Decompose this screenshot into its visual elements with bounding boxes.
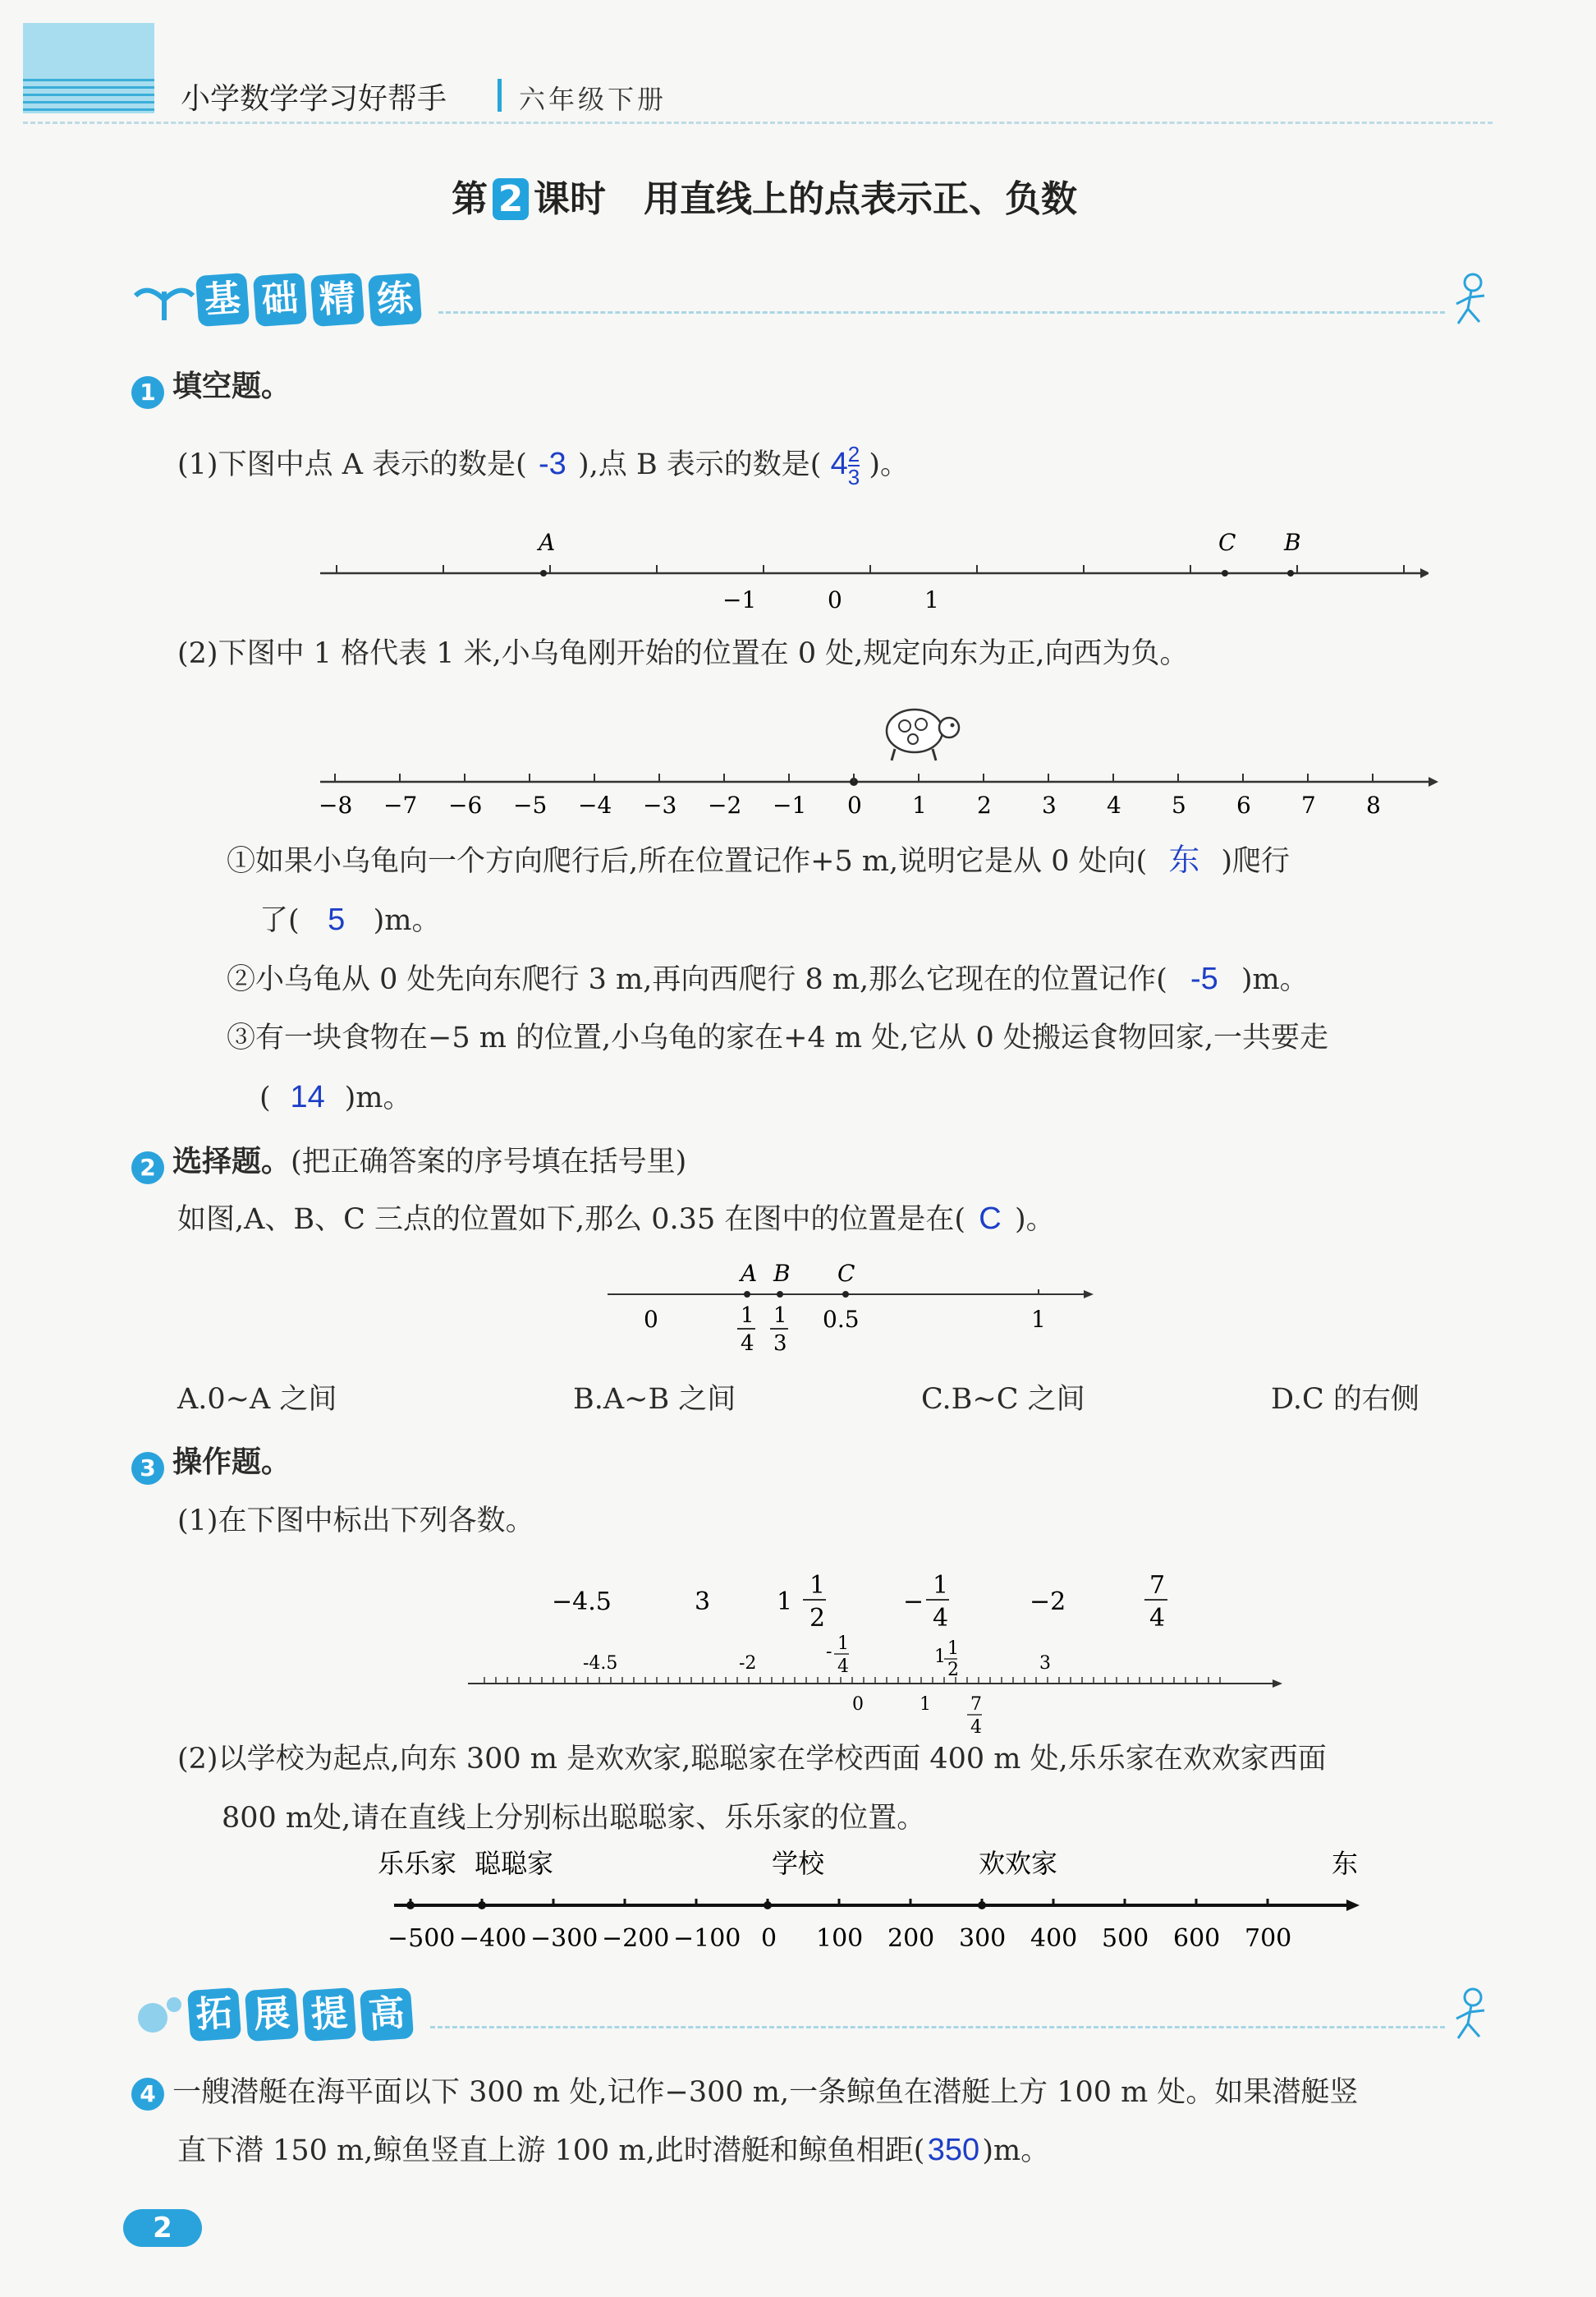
frac-a-den: 4	[741, 1331, 754, 1356]
number-line-5	[369, 1840, 1371, 1963]
q1-p1-text-c: )。	[869, 448, 910, 482]
point-c	[842, 1291, 849, 1298]
q1-s1-text-b: )爬行	[1221, 845, 1290, 878]
number-line-3	[599, 1256, 1108, 1363]
lesson-number: 2	[493, 178, 529, 220]
q1-s2-text: ②小乌龟从 0 处先向东爬行 3 m,再向西爬行 8 m,那么它现在的位置记作(	[227, 963, 1167, 996]
tick-label: −100	[673, 1924, 741, 1953]
given-numbers	[552, 1571, 1167, 1633]
q1-s3-text-b: (	[259, 1082, 271, 1114]
q4-line2	[177, 2130, 1049, 2171]
mark-neg-quarter-num: 1	[837, 1633, 849, 1654]
q1-s1-text: ①如果小乌龟向一个方向爬行后,所在位置记作+5 m,说明它是从 0 处向(	[227, 845, 1148, 878]
tick-group	[319, 774, 1381, 819]
num-1-half-num: 1	[809, 1571, 826, 1600]
tick-label: 0	[847, 792, 862, 819]
q3-heading	[131, 1439, 291, 1485]
section-divider	[430, 2026, 1445, 2028]
section-char: 提	[302, 1987, 356, 2042]
point-a	[540, 570, 547, 577]
option-d[interactable]: D.C 的右侧	[1271, 1383, 1419, 1416]
arrow-head	[1346, 1900, 1360, 1911]
tick-label: 8	[1366, 792, 1381, 819]
runner-icon	[1445, 271, 1494, 328]
tick-label: 100	[816, 1924, 864, 1953]
answer-position: -5	[1190, 962, 1218, 996]
label-b: B	[1284, 529, 1301, 556]
header-separator	[498, 79, 502, 112]
mark-one: 1	[920, 1694, 931, 1715]
arrow-head	[1420, 568, 1429, 578]
tick-label: 500	[1102, 1924, 1149, 1953]
sprout-icon	[131, 275, 197, 324]
lesson-name: 用直线上的点表示正、负数	[643, 178, 1077, 220]
frac-a-num: 1	[741, 1303, 754, 1328]
tick-label: −6	[448, 792, 483, 819]
section-char: 练	[368, 273, 422, 327]
label-lele: 乐乐家	[378, 1848, 457, 1879]
tick-label: 400	[1030, 1924, 1078, 1953]
mark-3: 3	[1039, 1653, 1051, 1674]
tick-label: −7	[383, 792, 418, 819]
section-extend-banner	[131, 1979, 1494, 2050]
mark-zero: 0	[852, 1694, 864, 1715]
q1-p1-text-b: ),点 B 表示的数是(	[578, 448, 822, 482]
mark-1-half-num: 1	[947, 1638, 959, 1659]
answer-choice: C	[979, 1201, 1002, 1236]
grade-label: 六年级下册	[519, 84, 667, 115]
turtle-icon	[887, 710, 959, 760]
q1-s1-text-c: 了(	[259, 904, 300, 937]
label-congcong: 聪聪家	[475, 1848, 554, 1879]
q1-heading	[131, 363, 291, 409]
q1-s1-text-d: )m。	[373, 904, 441, 937]
tick-label: −3	[643, 792, 677, 819]
tick-label: 300	[959, 1924, 1007, 1953]
tick-label: 600	[1173, 1924, 1221, 1953]
tick-label: 4	[1107, 792, 1121, 819]
tick-label: −4	[578, 792, 612, 819]
num-neg-quarter-den: 4	[933, 1604, 949, 1633]
label-c: C	[837, 1260, 855, 1287]
mark-neg-quarter-den: 4	[837, 1656, 849, 1677]
tick-label: −1	[722, 586, 757, 613]
number-line-2	[312, 690, 1445, 821]
mark-neg-2: -2	[739, 1653, 757, 1674]
section-char: 展	[245, 1987, 299, 2042]
num-7-4-den: 4	[1149, 1604, 1166, 1633]
num-3: 3	[695, 1587, 711, 1616]
page-number: 2	[123, 2209, 202, 2247]
q1-sub3: ③有一块食物在−5 m 的位置,小乌龟的家在+4 m 处,它从 0 处搬运食物回家,一共要走	[227, 1022, 1328, 1054]
mark-neg-quarter-sign: -	[826, 1642, 832, 1662]
student-marks	[583, 1633, 1051, 1738]
point-b	[777, 1291, 783, 1298]
answer-b-whole: 4	[830, 447, 848, 482]
q4-text: 一艘潜艇在海平面以下 300 m 处,记作−300 m,一条鲸鱼在潜艇上方 100 m 处。如果潜艇竖	[172, 2076, 1359, 2109]
label-zero: 0	[644, 1306, 658, 1333]
answer-b-den: 3	[847, 465, 860, 489]
question-number: 3	[131, 1452, 164, 1485]
section-char: 高	[360, 1987, 414, 2042]
tick-label: 700	[1245, 1924, 1292, 1953]
label-half: 0.5	[823, 1306, 860, 1333]
num-1-half-den: 2	[809, 1604, 826, 1633]
question-note: (把正确答案的序号填在括号里)	[291, 1146, 687, 1178]
lesson-title	[452, 169, 1077, 222]
q4-line1	[131, 2073, 1358, 2112]
header-divider	[23, 122, 1493, 124]
q1-p1-text: (1)下图中点 A 表示的数是(	[177, 448, 527, 482]
mark-neg-4-5: -4.5	[583, 1653, 618, 1674]
option-a[interactable]: A.0∼A 之间	[177, 1383, 337, 1416]
house-labels	[378, 1848, 1358, 1879]
label-one: 1	[1031, 1306, 1046, 1333]
option-c[interactable]: C.B∼C 之间	[921, 1383, 1085, 1416]
q1-sub2	[227, 959, 1309, 999]
mark-7-4-den: 4	[970, 1717, 982, 1738]
lesson-suffix: 课时	[534, 178, 606, 220]
tick-label: −400	[459, 1924, 527, 1953]
answer-a: -3	[539, 447, 566, 482]
option-b[interactable]: B.A∼B 之间	[573, 1383, 736, 1416]
tick-label: −2	[708, 792, 742, 819]
answer-distance: 350	[927, 2133, 980, 2167]
tick-label: −5	[513, 792, 548, 819]
answer-direction: 东	[1168, 843, 1200, 878]
number-line-4	[460, 1552, 1297, 1749]
frac-b-num: 1	[773, 1303, 787, 1328]
location-point	[406, 1901, 415, 1909]
q3-part1: (1)在下图中标出下列各数。	[177, 1505, 534, 1537]
tick-label: 7	[1301, 792, 1316, 819]
question-title: 操作题。	[172, 1445, 291, 1479]
num-7-4-num: 7	[1149, 1571, 1166, 1600]
book-title: 小学数学学习好帮手	[181, 82, 447, 116]
label-huanhuan: 欢欢家	[979, 1848, 1058, 1879]
tick-label: 5	[1172, 792, 1186, 819]
tick-label: 0	[828, 586, 842, 613]
num-neg-quarter-num: 1	[933, 1571, 949, 1600]
tick-label: −500	[388, 1924, 456, 1953]
tick-label: 200	[887, 1924, 935, 1953]
num-neg-4-5: −4.5	[552, 1587, 612, 1616]
answer-distance: 5	[328, 903, 346, 937]
answer-total: 14	[290, 1080, 325, 1114]
tick-label: 1	[912, 792, 927, 819]
tick-label: −200	[602, 1924, 670, 1953]
question-title: 选择题。	[172, 1145, 291, 1178]
point-a	[744, 1291, 750, 1298]
num-neg-quarter-sign: −	[903, 1587, 924, 1616]
tick-group	[337, 565, 1404, 573]
tick-label: 6	[1236, 792, 1251, 819]
label-a: A	[539, 529, 556, 556]
q2-stem	[177, 1199, 1055, 1239]
point-c	[1222, 570, 1228, 577]
q3-part2-line1: (2)以学校为起点,向东 300 m 是欢欢家,聪聪家在学校西面 400 m 处,乐乐家在欢欢家西面	[177, 1743, 1327, 1776]
answer-b-num: 2	[847, 442, 860, 466]
tick-label: 1	[924, 586, 939, 613]
mark-1-half-whole: 1	[934, 1647, 946, 1667]
tick-label: 3	[1042, 792, 1057, 819]
question-number: 2	[131, 1151, 164, 1184]
arrow-head	[1429, 777, 1438, 787]
question-number: 1	[131, 376, 164, 409]
q2-heading	[131, 1138, 686, 1184]
tick-label: 0	[761, 1924, 777, 1953]
arrow-head	[1273, 1679, 1282, 1688]
bubble-icon	[131, 1990, 189, 2039]
arrow-head	[1084, 1290, 1094, 1298]
num-neg-2: −2	[1030, 1587, 1066, 1616]
mark-7-4-num: 7	[970, 1694, 982, 1715]
num-1-half-whole: 1	[777, 1587, 793, 1616]
label-b: B	[773, 1260, 791, 1287]
label-a: A	[741, 1260, 758, 1287]
section-char: 拓	[187, 1987, 241, 2042]
section-char: 础	[253, 273, 307, 327]
lesson-prefix: 第	[452, 178, 488, 220]
q4-text-c: )m。	[982, 2134, 1050, 2167]
tick-label: −300	[530, 1924, 598, 1953]
q1-s2-text-b: )m。	[1241, 963, 1309, 996]
section-basic-banner	[131, 264, 1494, 335]
tick-label: −8	[319, 792, 353, 819]
section-char: 基	[195, 273, 250, 327]
q4-text-b: 直下潜 150 m,鲸鱼竖直上游 100 m,此时潜艇和鲸鱼相距(	[177, 2134, 925, 2167]
q3-part2-line2: 800 m处,请在直线上分别标出聪聪家、乐乐家的位置。	[222, 1802, 926, 1835]
number-line-1	[312, 526, 1429, 616]
section-divider	[438, 311, 1445, 314]
runner-icon	[1445, 1986, 1494, 2043]
tick-label: 2	[977, 792, 992, 819]
tick-label: −1	[773, 792, 807, 819]
q1-sub3-cont	[259, 1077, 412, 1118]
label-east: 东	[1332, 1848, 1359, 1879]
q1-sub1	[227, 841, 1290, 881]
location-point	[478, 1901, 486, 1909]
location-point	[978, 1901, 986, 1909]
question-number: 4	[131, 2078, 164, 2111]
q1-s3-text-c: )m。	[344, 1082, 412, 1114]
q1-part1	[177, 443, 909, 488]
location-point	[764, 1901, 772, 1909]
mark-1-half-den: 2	[947, 1660, 959, 1680]
frac-b-den: 3	[773, 1331, 787, 1356]
q1-sub1-cont	[259, 900, 441, 940]
point-b	[1287, 570, 1294, 577]
section-char: 精	[310, 273, 365, 327]
q2-stem-text-b: )。	[1015, 1203, 1055, 1236]
q1-part2: (2)下图中 1 格代表 1 米,小乌龟刚开始的位置在 0 处,规定向东为正,向西为负。	[177, 637, 1189, 670]
answer-b	[831, 443, 860, 488]
question-title: 填空题。	[172, 370, 291, 403]
q2-stem-text: 如图,A、B、C 三点的位置如下,那么 0.35 在图中的位置是在(	[177, 1203, 965, 1236]
label-c: C	[1218, 529, 1236, 556]
tick-group	[484, 1677, 1220, 1684]
header-stripes	[23, 79, 154, 112]
label-school: 学校	[772, 1848, 825, 1879]
